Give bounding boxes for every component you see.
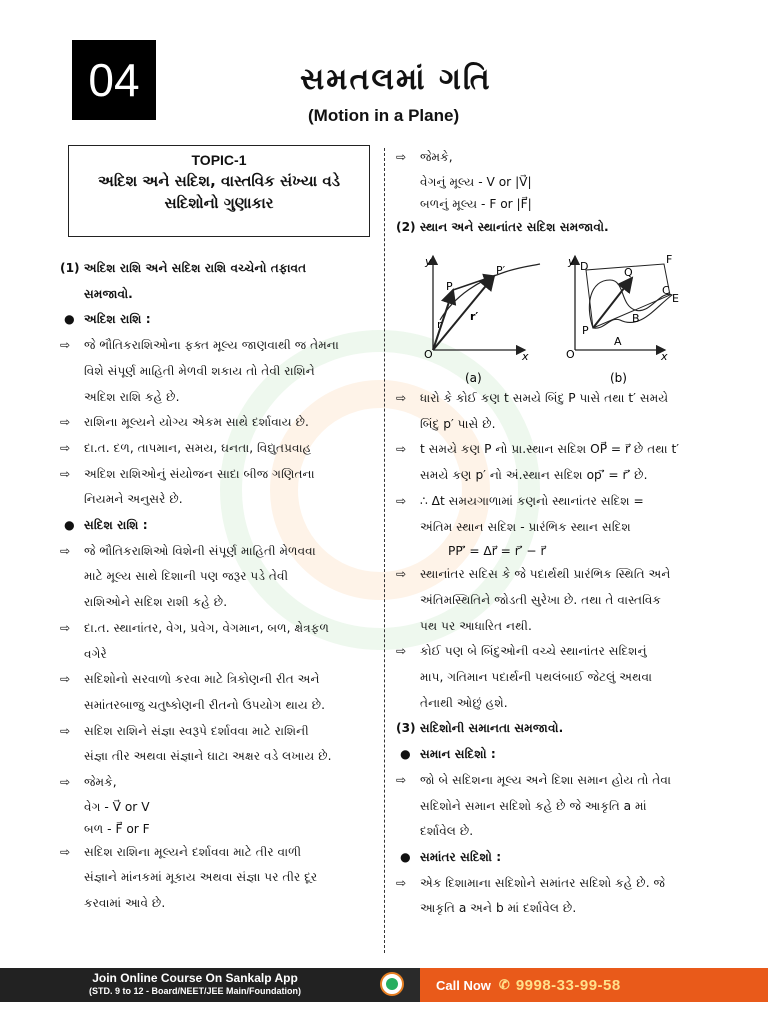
text-line: સ્થાનાંતર સદિસ કે જે પદાર્થથી પ્રારંભિક સ્થિતિ અને	[420, 567, 671, 582]
figure-label: C	[662, 284, 670, 297]
arrow-icon: ⇨	[60, 440, 71, 455]
text-line: જે ભૌતિકરાશિઓના ફક્ત મૂલ્ય જાણવાથી જ તેમના	[84, 338, 339, 353]
left-column	[60, 256, 376, 917]
arrow-icon: ⇨	[60, 338, 71, 353]
figure-label: D	[580, 260, 589, 273]
arrow-icon: ⇨	[396, 772, 407, 787]
text-line: ∴ Δt સમયગાળામાં કણનો સ્થાનાંતર સદિશ =	[420, 493, 644, 508]
equation: PP′⃗ = Δr⃗ = r′⃗ − r⃗	[448, 544, 546, 559]
figure-label: x	[661, 350, 668, 363]
figure-label: P	[582, 324, 589, 337]
figure-label: E	[672, 292, 679, 305]
arrow-icon: ⇨	[396, 442, 407, 457]
text-line: બળ - F⃗ or F	[84, 821, 150, 836]
topic-label: TOPIC-1	[191, 152, 247, 168]
arrow-icon: ⇨	[396, 391, 407, 405]
figure-label: B	[632, 312, 640, 325]
figure-label: O	[566, 348, 575, 361]
phone-icon: ✆	[498, 977, 510, 992]
text-line: રાશિના મૂલ્યને યોગ્ય એકમ સાથે દર્શાવાય છે.	[84, 415, 309, 430]
vector-heading: સદિશ રાશિ :	[84, 518, 148, 533]
text-line: t સમયે કણ P નો પ્રા.સ્થાન સદિશ OP⃗ = r⃗ છે તથા t′	[420, 442, 680, 457]
sankalp-logo-inner-icon	[386, 978, 398, 990]
equal-vectors-heading: સમાન સદિશો :	[420, 747, 496, 762]
arrow-icon: ⇨	[60, 672, 71, 687]
figure-label: y	[568, 255, 575, 268]
text-line: અદિશ રાશિ કહે છે.	[84, 389, 180, 404]
text-line: સદિશ રાશિને સંજ્ઞા સ્વરૂપે દર્શાવવા માટે રાશિની	[84, 723, 309, 738]
text-line: અંતિમ સ્થાન સદિશ - પ્રારંભિક સ્થાન સદિશ	[420, 519, 631, 534]
arrow-icon: ⇨	[396, 644, 407, 659]
text-line: માપ, ગતિમાન પદાર્થની પથલંબાઈ જેટલું અથવા	[420, 670, 653, 685]
topic-box	[68, 145, 370, 237]
text-line: સંજ્ઞાને માંનકમાં મૂકાય અથવા સંજ્ઞા પર તીર દૂર	[84, 870, 318, 885]
figure-label: r′	[470, 310, 479, 323]
footer-promo-line1: Join Online Course On Sankalp App	[92, 971, 298, 985]
arrow-icon: ⇨	[60, 723, 71, 738]
displacement-figure	[410, 250, 680, 390]
arrow-icon: ⇨	[396, 875, 407, 890]
topic-heading-line2: સદિશોનો ગુણાકાર	[164, 194, 274, 212]
text-line: સંજ્ઞા તીર અથવા સંજ્ઞાને ઘાટા અક્ષર વડે લખાય છે.	[84, 749, 332, 764]
figure-label: r	[437, 318, 442, 331]
text-line: જેમકે,	[420, 150, 453, 164]
topic-heading-line1: અદિશ અને સદિશ, વાસ્તવિક સંખ્યા વડે	[98, 172, 340, 190]
arrow-icon: ⇨	[60, 466, 71, 481]
scalar-heading: અદિશ રાશિ :	[84, 312, 151, 327]
figure-label: P	[446, 280, 453, 293]
arrow-icon: ⇨	[396, 493, 407, 508]
text-line: આકૃતિ a અને b માં દર્શાવેલ છે.	[420, 901, 577, 916]
question-1-cont: સમજાવો.	[84, 286, 133, 301]
parallel-vectors-heading: સમાંતર સદિશો :	[420, 849, 502, 864]
arrow-icon: ⇨	[396, 150, 407, 164]
figure-label: x	[522, 350, 529, 363]
text-line: અંતિમસ્થિતિને જોડતી સુરેખા છે. તથા તે વાસ્તવિક	[420, 592, 662, 607]
text-line: સદિશોનો સરવાળો કરવા માટે ત્રિકોણની રીત અને	[84, 672, 320, 687]
column-divider	[384, 148, 385, 953]
footer-promo[interactable]	[0, 968, 390, 1002]
text-line: તેનાથી ઓછું હશે.	[420, 695, 508, 710]
arrow-icon: ⇨	[60, 620, 71, 635]
page-title: સમતલમાં ગતિ	[300, 62, 492, 97]
text-line: અદિશ રાશિઓનું સંયોજન સાદા બીજ ગણિતના	[84, 466, 315, 481]
arrow-icon: ⇨	[60, 844, 71, 859]
text-line: જે ભૌતિકરાશિઓ વિશેની સંપૂર્ણ માહિતી મેળવવા	[84, 543, 316, 558]
text-line: કરવામાં આવે છે.	[84, 896, 166, 911]
figure-label: P′	[496, 264, 506, 277]
arrow-icon: ⇨	[60, 775, 71, 790]
footer-promo-line2: (STD. 9 to 12 - Board/NEET/JEE Main/Foundation)	[88, 986, 301, 996]
text-line: રાશિઓને સદિશ રાશી કહે છે.	[84, 595, 228, 610]
chapter-number: 04	[72, 40, 156, 120]
text-line: વેગ - V⃗ or V	[84, 799, 150, 814]
text-line: બળનું મૂલ્ય - F or |F⃗|	[420, 196, 532, 211]
arrow-icon: ⇨	[60, 543, 71, 558]
text-line: માટે મૂલ્ય સાથે દિશાની પણ જરૂર પડે તેવી	[84, 569, 289, 584]
figure-label: F	[666, 253, 673, 266]
text-line: નિયમને અનુસરે છે.	[84, 492, 183, 507]
figure-caption: (b)	[610, 371, 627, 385]
phone-number[interactable]: 9998-33-99-58	[515, 976, 621, 994]
arrow-icon: ⇨	[396, 567, 407, 582]
text-line: દર્શાવેલ છે.	[420, 824, 474, 839]
text-line: પથ પર આધારિત નથી.	[420, 618, 532, 633]
text-line: બિંદુ p′ પાસે છે.	[420, 416, 496, 431]
text-line: ધારો કે કોઈ કણ t સમયે બિંદુ P પાસે તથા t′ સમયે	[420, 391, 669, 405]
question-3: (3) સદિશોની સમાનતા સમજાવો.	[396, 721, 564, 736]
bullet-icon: ●	[400, 747, 411, 762]
text-line: સદિશોને સમાન સદિશો કહે છે જે આકૃતિ a માં	[420, 798, 647, 813]
figure-label: y	[425, 255, 432, 268]
text-line: વગેરે	[84, 646, 107, 661]
call-now-banner[interactable]	[420, 968, 768, 1002]
text-line: એક દિશામાના સદિશોને સમાંતર સદિશો કહે છે. જે	[420, 875, 665, 890]
question-2: (2) સ્થાન અને સ્થાનાંતર સદિશ સમજાવો.	[396, 219, 609, 234]
right-column-bottom	[396, 386, 710, 922]
text-line: દા.ત. દળ, તાપમાન, સમય, ઘનતા, વિદ્યુતપ્રવાહ	[84, 440, 312, 455]
text-line: જો બે સદિશના મૂલ્ય અને દિશા સમાન હોય તો તેવા	[420, 772, 671, 787]
text-line: જેમકે,	[84, 775, 117, 790]
call-now-label: Call Now	[436, 977, 491, 993]
text-line: સદિશ રાશિના મૂલ્યને દર્શાવવા માટે તીર વાળી	[84, 844, 302, 859]
figure-label: A	[614, 335, 622, 348]
right-column-top	[396, 145, 710, 240]
bullet-icon: ●	[64, 312, 75, 327]
arrow-icon: ⇨	[60, 415, 71, 430]
text-line: દા.ત. સ્થાનાંતર, વેગ, પ્રવેગ, વેગમાન, બળ, ક્ષેત્રફળ	[84, 620, 329, 635]
text-line: સમયે કણ p′ નો અં.સ્થાન સદિશ op′⃗ = r′⃗ છે.	[420, 468, 648, 483]
text-line: સમાંતરબાજુ ચતુષ્કોણની રીતનો ઉપયોગ થાય છે.	[84, 697, 325, 712]
bullet-icon: ●	[400, 849, 411, 864]
question-1: (1) અદિશ રાશિ અને સદિશ રાશિ વચ્ચેનો તફાવત	[60, 261, 307, 275]
figure-label: O	[424, 348, 433, 361]
text-line: વેગનું મૂલ્ય - V or |V⃗|	[420, 174, 532, 189]
page-subtitle: (Motion in a Plane)	[308, 106, 460, 125]
figure-caption: (a)	[465, 371, 482, 385]
text-line: કોઈ પણ બે બિંદુઓની વચ્ચે સ્થાનાંતર સદિશનું	[420, 644, 647, 659]
bullet-icon: ●	[64, 518, 75, 533]
figure-b	[566, 253, 679, 385]
figure-label: Q	[624, 266, 633, 279]
figure-a	[424, 255, 540, 385]
text-line: વિશે સંપૂર્ણ માહિતી મેળવી શકાય તો તેવી રાશિને	[84, 363, 315, 378]
